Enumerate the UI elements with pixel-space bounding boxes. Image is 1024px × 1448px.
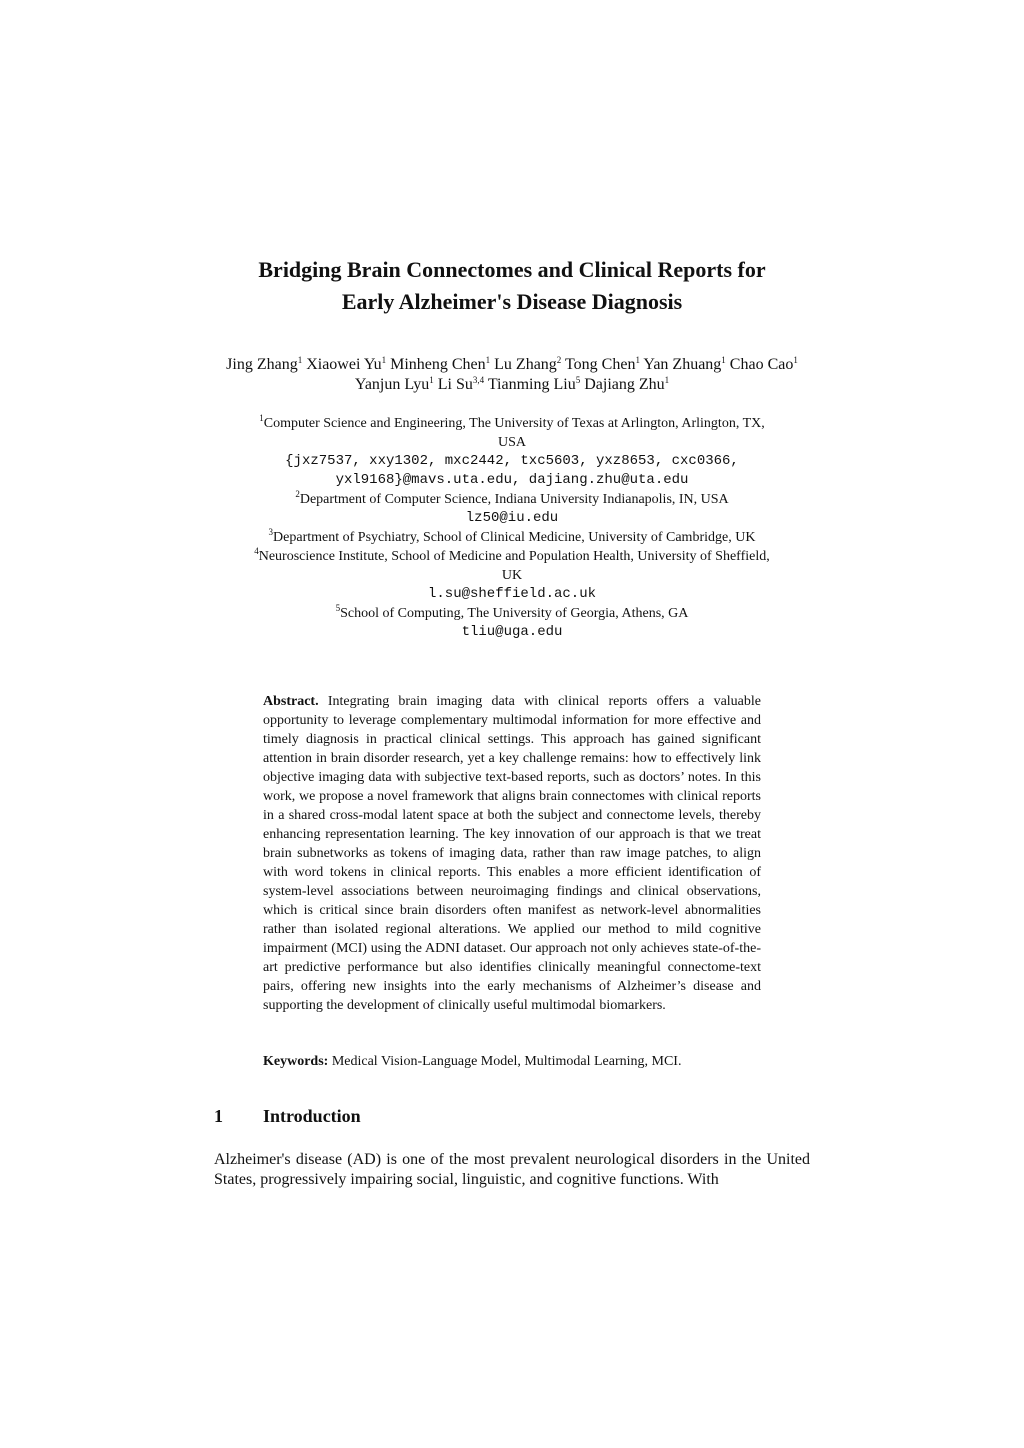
author-affil-sup: 1 — [721, 355, 726, 365]
title-line-2: Early Alzheimer's Disease Diagnosis — [341, 289, 683, 314]
author-affil-sup: 2 — [556, 355, 562, 365]
affiliation-text: School of Computing, The University of Georgia, Athens, GA — [340, 606, 689, 621]
author-name: Li Su — [437, 376, 473, 393]
affiliation-3 — [0, 528, 1024, 547]
author-affil-sup: 1 — [793, 355, 798, 365]
author-name: Yanjun Lyu — [354, 376, 430, 393]
keywords — [263, 1052, 761, 1071]
abstract-label: Abstract. — [263, 694, 319, 709]
author-affil-sup: 1 — [297, 355, 303, 365]
author-name: Jing Zhang — [226, 356, 298, 373]
author-line-1 — [0, 355, 1024, 375]
abstract-text: Integrating brain imaging data with clinical reports offers a valuable opportunity to leverage complementary multimodal information for more effective and timely diagnosis in practical clinical settings. This approach has gained significant attention in brain disorder research, yet a key challenge remains: how to effectively link objective imaging data with subjective text-based reports, such as doctors’ notes. In this work, we propose a novel framework that aligns brain connectomes with clinical reports in a shared cross-modal latent space at both the subject and connectome levels, thereby enhancing representation learning. The key innovation of our approach is that we treat brain subnetworks as tokens of imaging data, rather than raw image patches, to align with word tokens in clinical reports. This enables a more efficient identification of system-level associations between neuroimaging findings and clinical observations, which is critical since brain disorders often manifest as network-level abnormalities rather than isolated regional alterations. We applied our method to mild cognitive impairment (MCI) using the ADNI dataset. Our approach not only achieves state-of-the-art predictive performance but also identifies clinically meaningful connectome-text pairs, offering new insights into the early mechanisms of Alzheimer’s disease and supporting the development of clinically useful multimodal biomarkers. — [263, 694, 761, 1013]
email-2: lz50@iu.edu — [465, 510, 559, 526]
author-name: Lu Zhang — [494, 356, 557, 373]
affiliation-4-line-2: UK — [501, 568, 523, 583]
author-name: Tong Chen — [565, 356, 636, 373]
author-name: Tianming Liu — [487, 376, 576, 393]
affiliation-1-line-2: USA — [497, 435, 526, 450]
author-affil-sup: 1 — [381, 355, 387, 365]
section-number: 1 — [214, 1106, 223, 1126]
author-affil-sup: 1 — [485, 355, 491, 365]
affiliation-text: Department of Computer Science, Indiana University Indianapolis, IN, USA — [299, 492, 729, 507]
paper-title — [0, 254, 1024, 318]
affiliation-sup: 2 — [295, 489, 300, 499]
author-name: Minheng Chen — [390, 356, 486, 373]
section-heading — [214, 1104, 361, 1128]
affiliation-sup: 1 — [259, 413, 264, 423]
author-affil-sup: 1 — [635, 355, 640, 365]
section-title: Introduction — [263, 1106, 361, 1126]
affiliation-4-line-1 — [0, 547, 1024, 566]
keywords-label: Keywords: — [263, 1054, 329, 1069]
affiliation-1-line-1 — [0, 414, 1024, 433]
author-name: Chao Cao — [729, 356, 794, 373]
author-affil-sup: 1 — [664, 375, 670, 385]
author-name: Yan Zhuang — [643, 356, 722, 373]
email-5: tliu@uga.edu — [461, 624, 563, 640]
affiliation-sup: 5 — [335, 603, 341, 613]
email-4: l.su@sheffield.ac.uk — [427, 586, 597, 602]
author-name: Dajiang Zhu — [584, 376, 665, 393]
affiliation-sup: 4 — [254, 546, 259, 556]
affiliation-text: Computer Science and Engineering, The University of Texas at Arlington, Arlington, TX, — [263, 416, 765, 431]
emails-1-line-1: {jxz7537, xxy1302, mxc2442, txc5603, yxz8653, cxc0366, — [285, 453, 739, 469]
affiliation-text: Neuroscience Institute, School of Medicine and Population Health, University of Sheffield, — [258, 549, 770, 564]
affiliation-text: Department of Psychiatry, School of Clinical Medicine, University of Cambridge, UK — [273, 530, 756, 545]
affiliations — [0, 414, 1024, 642]
author-affil-sup: 5 — [575, 375, 581, 385]
keywords-text: Medical Vision-Language Model, Multimodal Learning, MCI. — [331, 1054, 682, 1069]
author-list — [0, 355, 1024, 395]
affiliation-5 — [0, 604, 1024, 623]
author-affil-sup: 3,4 — [472, 375, 485, 385]
author-affil-sup: 1 — [429, 375, 434, 385]
affiliation-2 — [0, 490, 1024, 509]
intro-paragraph: Alzheimer's disease (AD) is one of the most prevalent neurological disorders in the United States, progressively impairing social, linguistic, and cognitive functions. With — [214, 1151, 810, 1188]
author-line-2 — [0, 375, 1024, 395]
title-line-1: Bridging Brain Connectomes and Clinical Reports for — [258, 257, 766, 282]
emails-1-line-2: yxl9168}@mavs.uta.edu, dajiang.zhu@uta.edu — [335, 472, 689, 488]
affiliation-sup: 3 — [268, 527, 274, 537]
abstract — [263, 692, 761, 1015]
author-name: Xiaowei Yu — [306, 356, 382, 373]
